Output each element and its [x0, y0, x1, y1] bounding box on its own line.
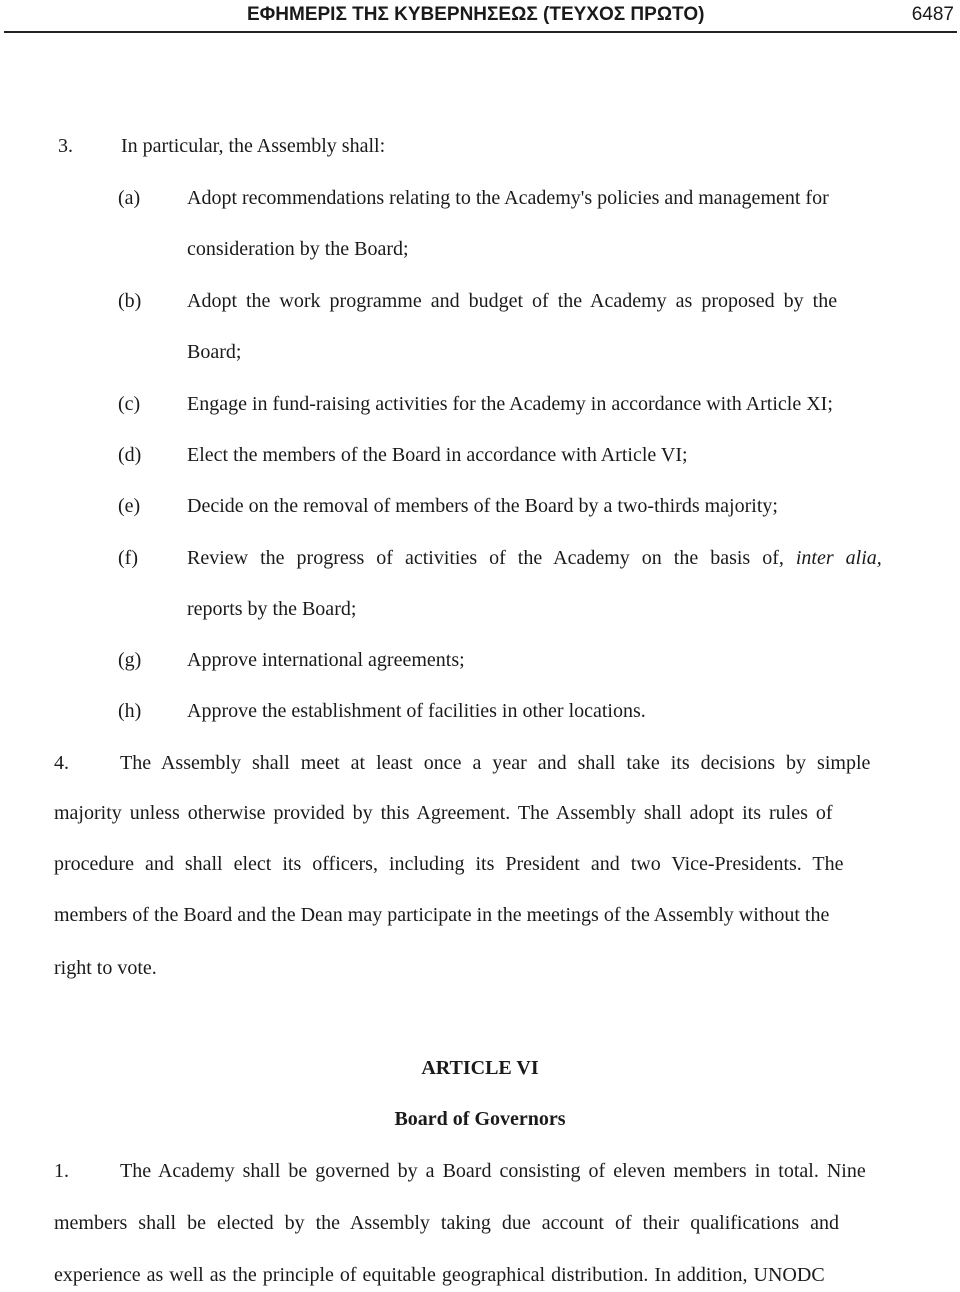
page-number: 6487: [911, 4, 954, 25]
paragraph-line: The Academy shall be governed by a Board consisting of eleven members in total. Nine: [120, 1160, 866, 1182]
paragraph-number: 4.: [54, 752, 69, 774]
paragraph-line: members shall be elected by the Assembly taking due account of their qualifications and: [54, 1212, 840, 1234]
page-header: [0, 0, 960, 34]
list-item-label: (f): [118, 547, 138, 569]
list-item-label: (g): [118, 649, 142, 671]
list-item-text: Approve the establishment of facilities in other locations.: [187, 700, 646, 722]
list-item-label: (c): [118, 393, 141, 415]
list-item-text: Approve international agreements;: [187, 649, 465, 671]
paragraph-line: right to vote.: [54, 957, 157, 979]
article-heading: ARTICLE VI: [421, 1057, 539, 1079]
list-item-label: (d): [118, 444, 142, 466]
list-item-text: Elect the members of the Board in accordance with Article VI;: [187, 444, 688, 466]
list-item-label: (e): [118, 495, 141, 517]
paragraph-line: experience as well as the principle of equitable geographical distribution. In addition, UNODC: [54, 1264, 825, 1286]
italic-phrase: inter alia,: [795, 547, 882, 569]
paragraph-line: majority unless otherwise provided by this Agreement. The Assembly shall adopt its rules of: [54, 802, 833, 824]
paragraph-number: 3.: [58, 135, 73, 157]
list-item-text: Board;: [187, 341, 242, 363]
list-item-text: [187, 546, 913, 570]
paragraph-number: 1.: [54, 1160, 69, 1182]
paragraph-line: members of the Board and the Dean may participate in the meetings of the Assembly without the: [54, 904, 830, 926]
list-item-text: Adopt recommendations relating to the Academy's policies and management for: [187, 187, 829, 209]
list-item-label: (a): [118, 187, 141, 209]
list-item-label: (b): [118, 290, 142, 312]
header-divider: [4, 31, 957, 33]
gazette-title: ΕΦΗΜΕΡΙΣ ΤΗΣ ΚΥΒΕΡΝΗΣΕΩΣ (ΤΕΥΧΟΣ ΠΡΩΤΟ): [247, 4, 705, 25]
paragraph-text: In particular, the Assembly shall:: [121, 135, 386, 157]
list-item-text: consideration by the Board;: [187, 238, 409, 260]
list-item-text: Decide on the removal of members of the Board by a two-thirds majority;: [187, 495, 778, 517]
list-item-text: Engage in fund-raising activities for the Academy in accordance with Article XI;: [187, 393, 833, 415]
list-item-text: Adopt the work programme and budget of the Academy as proposed by the: [187, 290, 838, 312]
article-subheading: Board of Governors: [394, 1108, 566, 1130]
list-item-text-prefix: Review the progress of activities of the Academy on the basis of,: [187, 547, 784, 569]
paragraph-line: procedure and shall elect its officers, including its President and two Vice-Presidents. The: [54, 853, 844, 875]
paragraph-line: The Assembly shall meet at least once a year and shall take its decisions by simple: [120, 752, 871, 774]
list-item-text: reports by the Board;: [187, 598, 357, 620]
list-item-label: (h): [118, 700, 142, 722]
